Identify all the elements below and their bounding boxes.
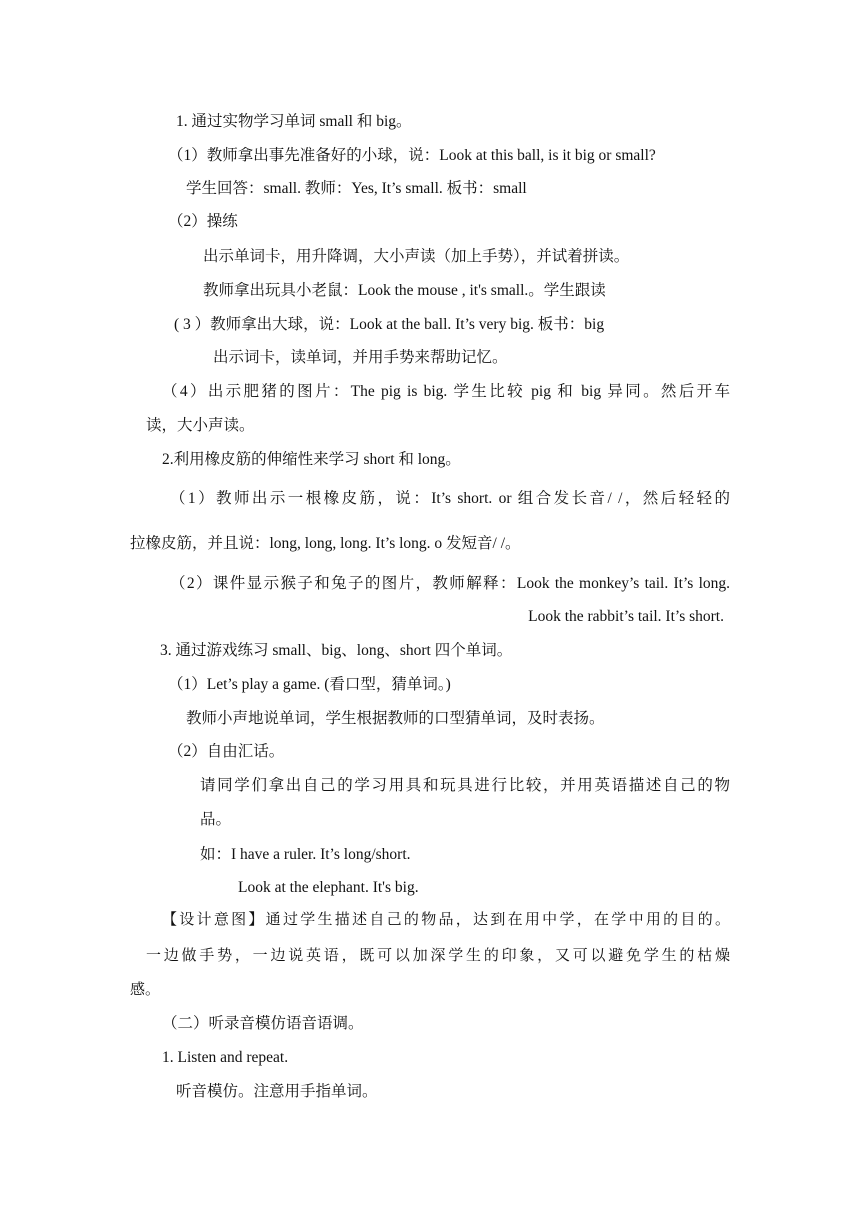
line-05: 出示单词卡，用升降调，大小声读（加上手势），并试着拼读。 <box>203 248 630 265</box>
line-17: （1）Let’s play a game. (看口型，猜单词。) <box>168 676 451 693</box>
line-16: 3. 通过游戏练习 small、big、long、short 四个单词。 <box>160 642 513 659</box>
line-22: 如：I have a ruler. It’s long/short. <box>200 846 411 863</box>
line-29: 听音模仿。注意用手指单词。 <box>176 1083 378 1100</box>
line-10: 读，大小声读。 <box>146 417 255 434</box>
line-02: （1）教师拿出事先准备好的小球，说：Look at this ball, is it big or small? <box>168 147 656 164</box>
line-03: 学生回答：small. 教师：Yes, It’s small. 板书：small <box>186 180 527 197</box>
line-12: （1）教师出示一根橡皮筋，说：It’s short. or 组合发长音/ /，然后轻轻的 <box>170 490 730 507</box>
line-07: ( 3 ）教师拿出大球，说：Look at the ball. It’s very big. 板书：big <box>174 316 605 333</box>
line-08: 出示词卡，读单词，并用手势来帮助记忆。 <box>213 349 508 366</box>
line-18: 教师小声地说单词，学生根据教师的口型猜单词，及时表扬。 <box>186 710 605 727</box>
line-13: 拉橡皮筋，并且说：long, long, long. It’s long. o 发短音/ /。 <box>130 535 521 552</box>
line-14: （2）课件显示猴子和兔子的图片，教师解释：Look the monkey’s tail. It’s long. <box>170 575 730 592</box>
line-01: 1. 通过实物学习单词 small 和 big。 <box>176 113 412 130</box>
line-15: Look the rabbit’s tail. It’s short. <box>528 608 724 625</box>
design-intent-line-1: 【设计意图】通过学生描述自己的物品，达到在用中学，在学中用的目的。 <box>162 910 730 928</box>
line-19: （2）自由汇话。 <box>168 743 285 760</box>
line-21: 品。 <box>200 811 232 828</box>
line-06: 教师拿出玩具小老鼠：Look the mouse , it's small.。学生跟读 <box>203 282 606 299</box>
line-28: 1. Listen and repeat. <box>162 1049 289 1066</box>
design-intent-line-3: 感。 <box>130 980 161 998</box>
line-09: （4）出示肥猪的图片：The pig is big. 学生比较 pig 和 big 异同。然后开车 <box>162 383 730 400</box>
section-heading: （二）听录音模仿语音语调。 <box>162 1015 364 1032</box>
line-11: 2.利用橡皮筋的伸缩性来学习 short 和 long。 <box>162 451 461 468</box>
line-20: 请同学们拿出自己的学习用具和玩具进行比较，并用英语描述自己的物 <box>200 777 730 794</box>
line-04: （2）操练 <box>168 213 238 230</box>
design-intent-line-2: 一边做手势，一边说英语，既可以加深学生的印象，又可以避免学生的枯燥 <box>146 946 730 964</box>
line-23: Look at the elephant. It's big. <box>238 879 419 896</box>
